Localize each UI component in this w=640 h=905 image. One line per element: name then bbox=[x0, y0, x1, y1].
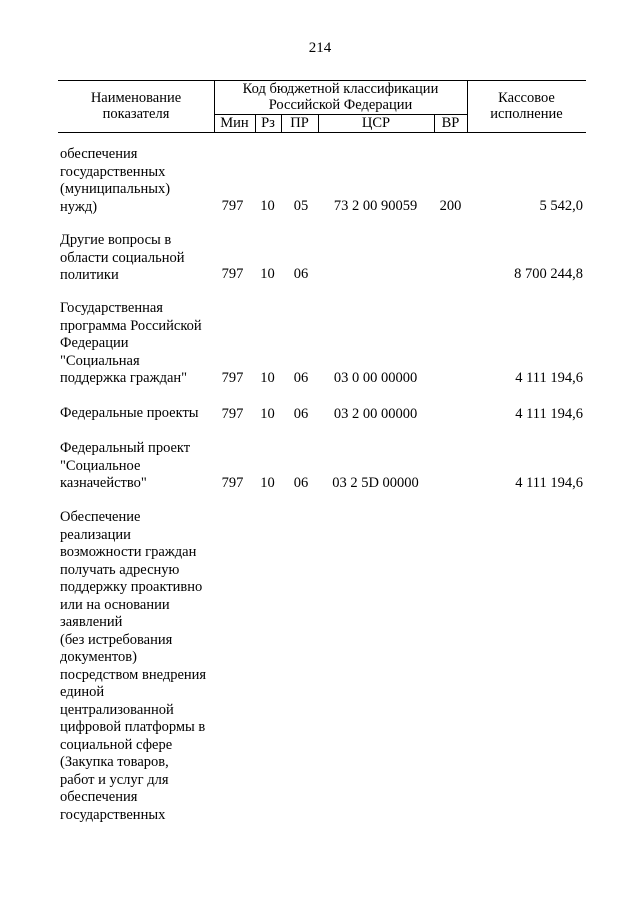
row-csr: 73 2 00 90059 bbox=[333, 198, 418, 214]
row-name: Обеспечение реализации возможности граждан получать адресную поддержку проактивно или на основании заявлений (без истребования документов) посредством внедрения единой централизованной цифровой платформы в социальной сфере (Закупка товаров, работ и услуг для обеспечения государственных bbox=[60, 509, 207, 823]
row-name: Федеральные проекты bbox=[60, 405, 199, 421]
row-csr: 03 0 00 00000 bbox=[333, 370, 418, 386]
header-min: Мин bbox=[220, 115, 249, 131]
row-amount: 8 700 244,8 bbox=[514, 266, 583, 282]
row-amount: 5 542,0 bbox=[539, 198, 583, 214]
row-pr: 06 bbox=[293, 370, 309, 386]
row-vr: 200 bbox=[439, 198, 462, 214]
page-number: 214 bbox=[308, 40, 332, 56]
row-csr: 03 2 5D 00000 bbox=[332, 475, 419, 491]
row-min: 797 bbox=[221, 266, 244, 282]
header-rz: Рз bbox=[261, 115, 275, 131]
row-min: 797 bbox=[221, 475, 244, 491]
row-name: Государственная программа Российской Федерации "Социальная поддержка граждан" bbox=[60, 300, 202, 386]
row-rz: 10 bbox=[260, 406, 275, 422]
row-amount: 4 111 194,6 bbox=[515, 475, 583, 491]
row-csr: 03 2 00 00000 bbox=[333, 406, 418, 422]
header-csr: ЦСР bbox=[361, 115, 391, 131]
row-pr: 05 bbox=[293, 198, 309, 214]
header-code-group: Код бюджетной классификации Российской Федерации bbox=[242, 81, 439, 113]
row-pr: 06 bbox=[293, 475, 309, 491]
row-pr: 06 bbox=[293, 266, 309, 282]
header-bottom-line bbox=[58, 132, 586, 133]
row-min: 797 bbox=[221, 406, 244, 422]
row-name: Другие вопросы в области социальной политики bbox=[60, 232, 185, 283]
row-name: Федеральный проект "Социальное казначейство" bbox=[60, 440, 191, 491]
row-rz: 10 bbox=[260, 370, 275, 386]
row-name: обеспечения государственных (муниципальных) нужд) bbox=[60, 146, 171, 215]
row-min: 797 bbox=[221, 198, 244, 214]
header-pr: ПР bbox=[290, 115, 309, 131]
row-amount: 4 111 194,6 bbox=[515, 370, 583, 386]
header-name-column: Наименование показателя bbox=[90, 90, 182, 122]
header-amount-column: Кассовое исполнение bbox=[490, 90, 563, 122]
row-rz: 10 bbox=[260, 266, 275, 282]
row-min: 797 bbox=[221, 370, 244, 386]
header-vr: ВР bbox=[441, 115, 460, 131]
row-rz: 10 bbox=[260, 475, 275, 491]
row-pr: 06 bbox=[293, 406, 309, 422]
row-rz: 10 bbox=[260, 198, 275, 214]
row-amount: 4 111 194,6 bbox=[515, 406, 583, 422]
